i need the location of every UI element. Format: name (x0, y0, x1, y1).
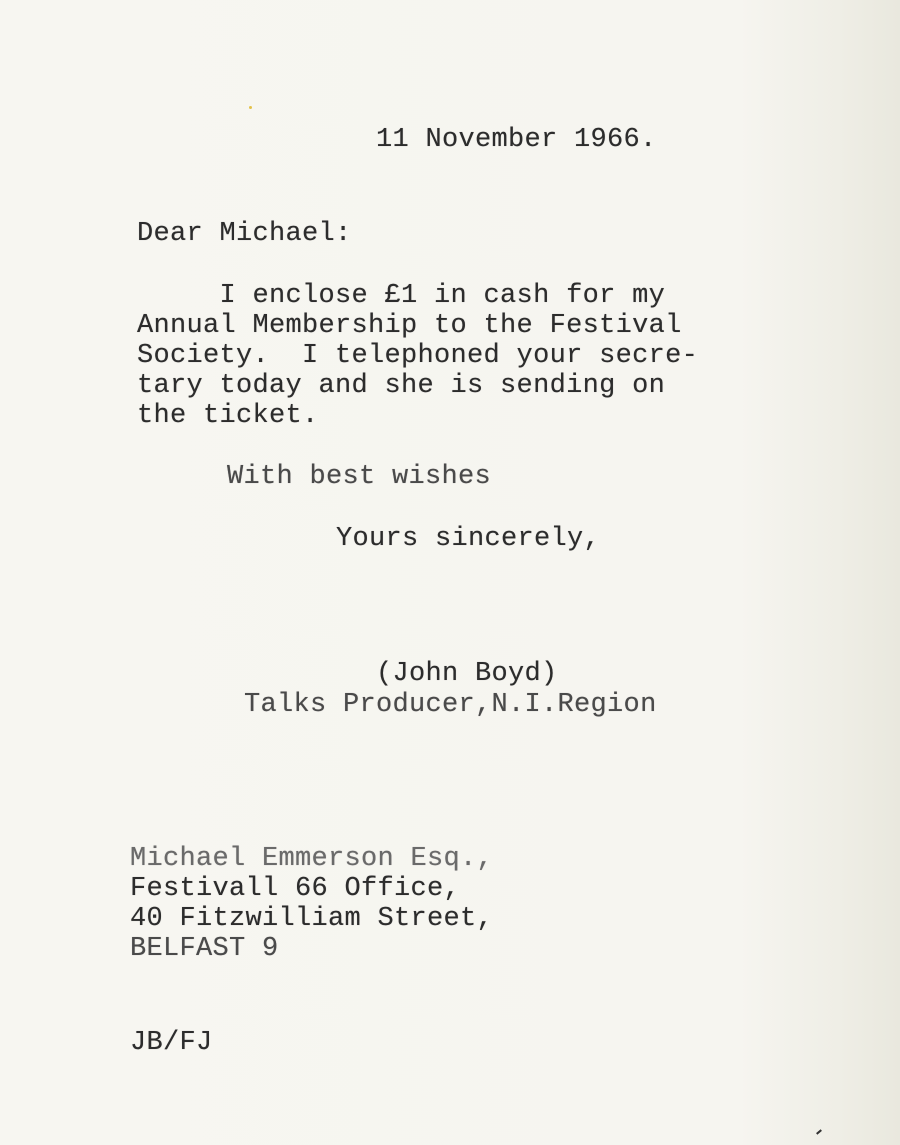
reference-initials: JB/FJ (130, 1028, 213, 1058)
body-line: I enclose £1 in cash for my (137, 281, 666, 311)
address-line: Michael Emmerson Esq., (130, 844, 494, 874)
signatory-name: (John Boyd) (376, 659, 558, 689)
ink-mark (816, 1129, 822, 1134)
signoff-line: Yours sincerely, (336, 524, 601, 554)
letter-date: 11 November 1966. (376, 125, 657, 155)
address-line: BELFAST 9 (130, 934, 279, 964)
signatory-title: Talks Producer,N.I.Region (244, 690, 657, 720)
body-line: tary today and she is sending on (137, 371, 666, 401)
address-line: Festivall 66 Office, (130, 874, 461, 904)
paper-speck (249, 106, 252, 109)
closing-line: With best wishes (227, 462, 492, 492)
body-line: Society. I telephoned your secre- (137, 341, 699, 371)
body-line: the ticket. (137, 401, 319, 431)
body-line: Annual Membership to the Festival (137, 311, 682, 341)
salutation: Dear Michael: (137, 219, 352, 249)
address-line: 40 Fitzwilliam Street, (130, 904, 494, 934)
